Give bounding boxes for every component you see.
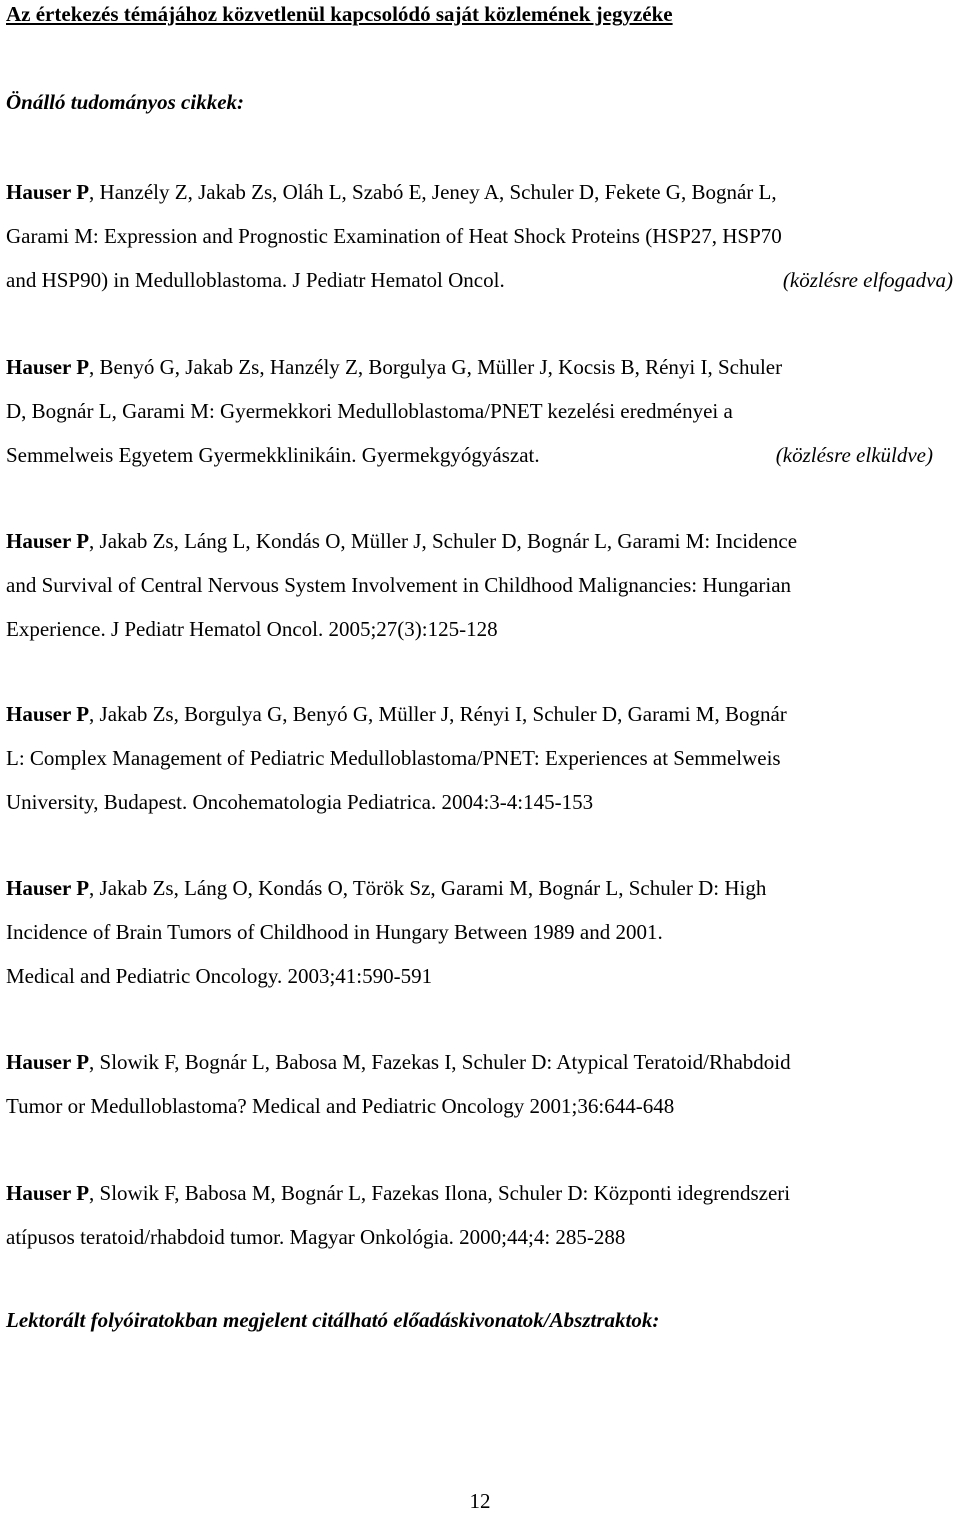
lead-author: Hauser P: [6, 876, 90, 900]
publication-line: [6, 1171, 955, 1215]
publication-entry: [6, 345, 955, 477]
publication-line: [6, 170, 955, 214]
publication-line: [6, 433, 955, 477]
publication-authors: , Slowik F, Babosa M, Bognár L, Fazekas Ilona, Schuler D: Központi idegrendszeri: [89, 1181, 791, 1205]
publication-authors: , Slowik F, Bognár L, Babosa M, Fazekas I, Schuler D: Atypical Teratoid/Rhabdoid: [89, 1050, 791, 1074]
section-heading-articles: Önálló tudományos cikkek:: [6, 90, 245, 114]
publication-authors: , Hanzély Z, Jakab Zs, Oláh L, Szabó E, Jeney A, Schuler D, Fekete G, Bognár L,: [89, 180, 777, 204]
lead-author: Hauser P: [6, 180, 90, 204]
publication-entry: [6, 1171, 955, 1259]
publication-line: [6, 345, 955, 389]
lead-author: Hauser P: [6, 529, 90, 553]
lead-author: Hauser P: [6, 355, 90, 379]
publication-line: and Survival of Central Nervous System Involvement in Childhood Malignancies: Hungarian: [6, 573, 792, 597]
publication-line: Medical and Pediatric Oncology. 2003;41:590-591: [6, 964, 433, 988]
publication-line: University, Budapest. Oncohematologia Pediatrica. 2004:3-4:145-153: [6, 790, 594, 814]
publication-line: Garami M: Expression and Prognostic Examination of Heat Shock Proteins (HSP27, HSP70: [6, 224, 782, 248]
publication-entry: [6, 170, 955, 302]
publication-entry: [6, 519, 955, 651]
publication-entry: [6, 866, 955, 998]
lead-author: Hauser P: [6, 702, 90, 726]
publication-authors: , Jakab Zs, Láng L, Kondás O, Müller J, Schuler D, Bognár L, Garami M: Incidence: [89, 529, 798, 553]
publication-entry: [6, 1040, 955, 1128]
publication-line: [6, 866, 955, 910]
publication-authors: , Jakab Zs, Láng O, Kondás O, Török Sz, Garami M, Bognár L, Schuler D: High: [89, 876, 767, 900]
publication-line: atípusos teratoid/rhabdoid tumor. Magyar Onkológia. 2000;44;4: 285-288: [6, 1225, 626, 1249]
publication-line: Tumor or Medulloblastoma? Medical and Pediatric Oncology 2001;36:644-648: [6, 1094, 675, 1118]
page-number: [0, 1488, 960, 1514]
publication-line: [6, 1040, 955, 1084]
section-heading-abstracts: Lektorált folyóiratokban megjelent citálható előadáskivonatok/Absztraktok:: [6, 1308, 660, 1332]
publication-citation: Semmelweis Egyetem Gyermekklinikáin. Gyermekgyógyászat.: [6, 443, 540, 467]
publication-entry: [6, 692, 955, 824]
publication-line: D, Bognár L, Garami M: Gyermekkori Medulloblastoma/PNET kezelési eredményei a: [6, 399, 733, 423]
publication-status: (közlésre elküldve): [775, 443, 933, 467]
publication-line: L: Complex Management of Pediatric Medulloblastoma/PNET: Experiences at Semmelweis: [6, 746, 781, 770]
publication-authors: , Jakab Zs, Borgulya G, Benyó G, Müller J, Rényi I, Schuler D, Garami M, Bognár: [89, 702, 787, 726]
page-number-text: 12: [469, 1489, 491, 1513]
publication-citation: and HSP90) in Medulloblastoma. J Pediatr Hematol Oncol.: [6, 268, 505, 292]
publication-line: [6, 258, 955, 302]
publication-authors: , Benyó G, Jakab Zs, Hanzély Z, Borgulya G, Müller J, Kocsis B, Rényi I, Schuler: [89, 355, 783, 379]
publication-line: [6, 519, 955, 563]
publication-line: Incidence of Brain Tumors of Childhood in Hungary Between 1989 and 2001.: [6, 920, 663, 944]
document-title: Az értekezés témájához közvetlenül kapcsolódó saját közlemének jegyzéke: [6, 2, 673, 26]
lead-author: Hauser P: [6, 1181, 90, 1205]
publication-line: Experience. J Pediatr Hematol Oncol. 2005;27(3):125-128: [6, 617, 498, 641]
publication-line: [6, 692, 955, 736]
publication-status: (közlésre elfogadva): [782, 268, 953, 292]
lead-author: Hauser P: [6, 1050, 90, 1074]
